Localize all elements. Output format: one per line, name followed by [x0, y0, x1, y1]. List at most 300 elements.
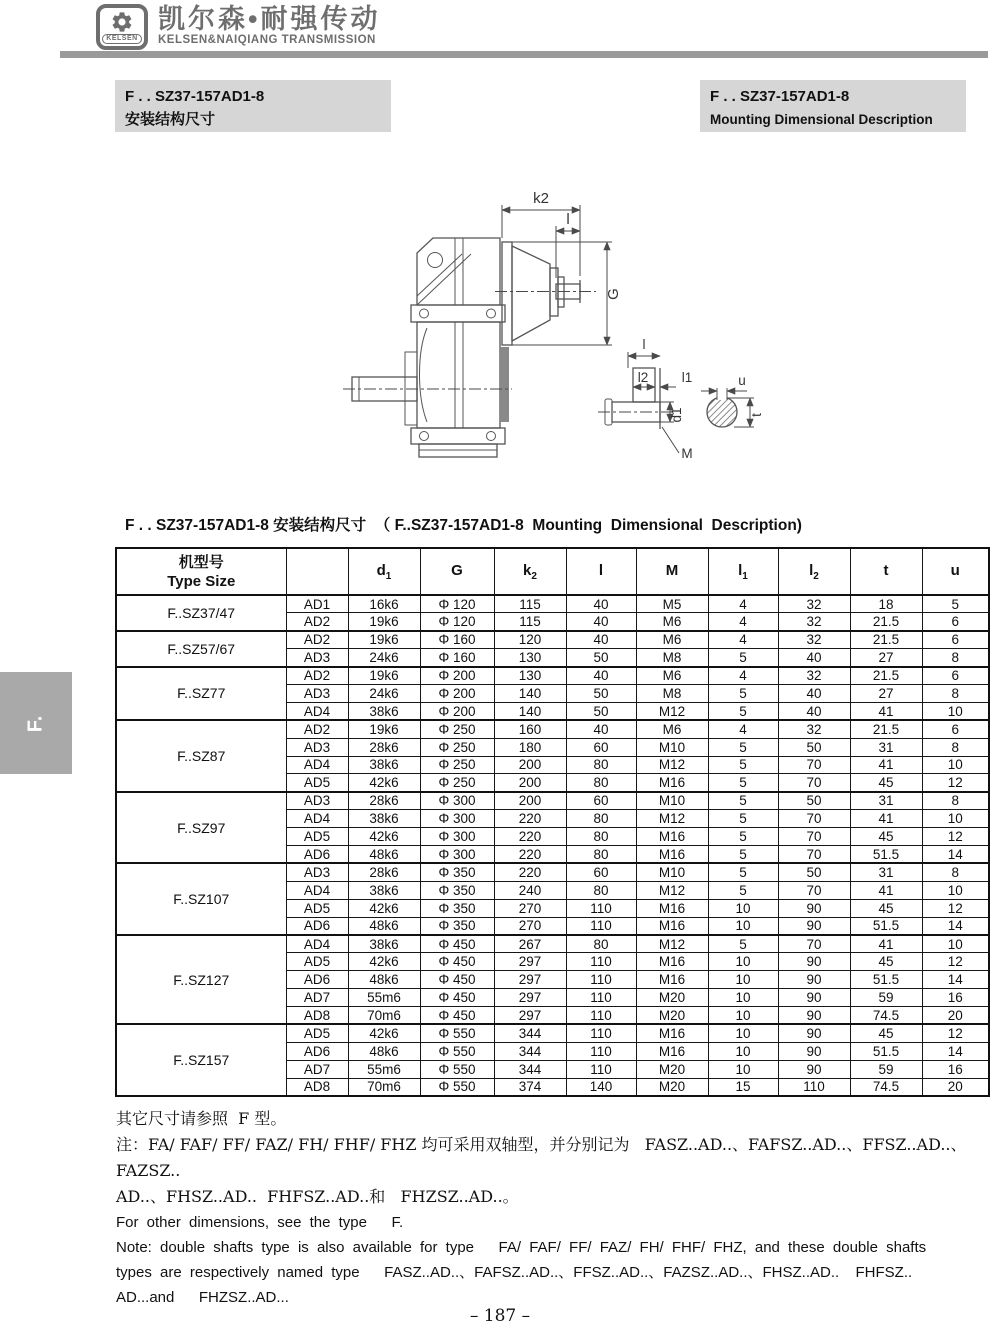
dimension-cell: 10	[708, 917, 778, 935]
brand-name-zh: 凯尔森•耐强传动	[158, 4, 381, 34]
type-size-cell: F..SZ107	[116, 863, 286, 935]
shaft-cross-section	[707, 397, 737, 427]
dimension-cell: 6	[922, 720, 989, 738]
dimension-cell: M16	[636, 828, 708, 846]
dimension-cell: 5	[922, 595, 989, 613]
dimension-cell: 220	[494, 845, 566, 863]
dimension-cell: 70m6	[348, 1006, 420, 1024]
dimension-cell: Φ 120	[420, 595, 494, 613]
dimension-cell: 4	[708, 631, 778, 649]
col-header-m: M	[636, 548, 708, 595]
dimension-cell: 5	[708, 828, 778, 846]
dimension-cell: 110	[566, 953, 636, 971]
dimension-cell: M10	[636, 792, 708, 810]
dimension-cell: 90	[778, 989, 850, 1007]
section-side-tab	[0, 672, 72, 774]
dimension-cell: AD2	[286, 613, 348, 631]
dimension-cell: 41	[850, 810, 922, 828]
dimension-cell: 6	[922, 613, 989, 631]
dimension-cell: Φ 200	[420, 667, 494, 685]
dimension-cell: 48k6	[348, 1042, 420, 1060]
dimension-cell: 5	[708, 684, 778, 702]
col-header-u: u	[922, 548, 989, 595]
dimension-cell: AD2	[286, 631, 348, 649]
dimension-cell: 110	[566, 917, 636, 935]
dimension-cell: Φ 350	[420, 863, 494, 881]
dim-label-u: u	[738, 373, 746, 388]
title-subtitle-en: Mounting Dimensional Description	[710, 112, 933, 127]
dimension-cell: 40	[566, 595, 636, 613]
dimension-cell: 115	[494, 595, 566, 613]
dimension-cell: Φ 450	[420, 935, 494, 953]
dimension-cell: 19k6	[348, 667, 420, 685]
table-row	[116, 863, 989, 881]
dimension-cell: 200	[494, 792, 566, 810]
dimension-cell: Φ 250	[420, 774, 494, 792]
dimension-cell: 45	[850, 774, 922, 792]
dimension-cell: 297	[494, 989, 566, 1007]
dimension-cell: AD3	[286, 863, 348, 881]
dimension-cell: 5	[708, 792, 778, 810]
dimension-cell: 140	[494, 702, 566, 720]
dimension-cell: 55m6	[348, 989, 420, 1007]
dimension-cell: M16	[636, 774, 708, 792]
dimension-cell: 80	[566, 881, 636, 899]
dimension-cell: 51.5	[850, 917, 922, 935]
dimension-cell: 41	[850, 756, 922, 774]
dimension-cell: 70m6	[348, 1078, 420, 1096]
dimension-cell: 12	[922, 1024, 989, 1042]
dimension-cell: 80	[566, 845, 636, 863]
dimension-cell: 24k6	[348, 684, 420, 702]
dimension-cell: 10	[708, 899, 778, 917]
dimension-cell: M6	[636, 631, 708, 649]
dimension-cell: 16	[922, 989, 989, 1007]
type-size-cell: F..SZ97	[116, 792, 286, 864]
dimension-cell: Φ 300	[420, 828, 494, 846]
dimension-cell: 42k6	[348, 774, 420, 792]
dimension-cell: Φ 550	[420, 1042, 494, 1060]
dimension-cell: 42k6	[348, 899, 420, 917]
dimension-cell: 270	[494, 917, 566, 935]
dimension-cell: 180	[494, 738, 566, 756]
dimension-cell: 10	[708, 953, 778, 971]
dimension-cell: AD2	[286, 667, 348, 685]
col-header-l: l	[566, 548, 636, 595]
dimension-cell: 70	[778, 845, 850, 863]
col-header-l2: $l_2$	[778, 548, 850, 595]
dimension-cell: 19k6	[348, 613, 420, 631]
dimension-cell: AD3	[286, 792, 348, 810]
dimension-cell: 59	[850, 989, 922, 1007]
dimension-cell: 50	[566, 702, 636, 720]
title-box-zh	[115, 80, 391, 132]
dimension-cell: 27	[850, 649, 922, 667]
dimension-cell: M16	[636, 971, 708, 989]
dimension-cell: Φ 300	[420, 810, 494, 828]
dimension-cell: M12	[636, 810, 708, 828]
dimension-cell: 40	[566, 667, 636, 685]
side-tab-label: F.	[24, 714, 47, 732]
dimension-cell: AD2	[286, 720, 348, 738]
dimension-cell: 70	[778, 935, 850, 953]
dimension-cell: 40	[566, 613, 636, 631]
housing-upper	[417, 238, 500, 305]
dimension-cell: 32	[778, 613, 850, 631]
dimension-cell: AD4	[286, 702, 348, 720]
dimension-cell: 297	[494, 971, 566, 989]
dimension-cell: 90	[778, 899, 850, 917]
dimension-cell: AD6	[286, 917, 348, 935]
dimension-cell: 115	[494, 613, 566, 631]
dimension-cell: 74.5	[850, 1078, 922, 1096]
dimension-cell: AD6	[286, 971, 348, 989]
dimension-cell: 20	[922, 1078, 989, 1096]
dimension-cell: AD3	[286, 684, 348, 702]
dimension-cell: M12	[636, 935, 708, 953]
dimension-cell: M6	[636, 720, 708, 738]
dimension-cell: AD3	[286, 649, 348, 667]
input-bell	[512, 246, 550, 341]
dimension-cell: 8	[922, 792, 989, 810]
dim-label-k2: k2	[533, 190, 549, 207]
dimension-cell: 16k6	[348, 595, 420, 613]
dimension-cell: 42k6	[348, 953, 420, 971]
dimension-cell: 10	[708, 1024, 778, 1042]
dim-label-m: M	[681, 446, 693, 461]
dimension-cell: 220	[494, 828, 566, 846]
dimension-cell: 160	[494, 720, 566, 738]
dimension-cell: Φ 450	[420, 1006, 494, 1024]
dimension-cell: 80	[566, 935, 636, 953]
dimension-cell: 5	[708, 810, 778, 828]
dimension-cell: 5	[708, 649, 778, 667]
dim-label-d1: d1	[669, 407, 684, 423]
dimension-cell: 344	[494, 1060, 566, 1078]
type-size-cell: F..SZ157	[116, 1024, 286, 1096]
dimension-cell: 374	[494, 1078, 566, 1096]
dimension-cell: 90	[778, 971, 850, 989]
dimension-cell: AD8	[286, 1006, 348, 1024]
dimension-cell: Φ 350	[420, 917, 494, 935]
dimension-cell: 110	[566, 1060, 636, 1078]
dimension-cell: 28k6	[348, 738, 420, 756]
dimension-cell: M12	[636, 702, 708, 720]
dimension-cell: 4	[708, 613, 778, 631]
dimension-cell: M6	[636, 613, 708, 631]
dimension-cell: AD5	[286, 899, 348, 917]
dimension-cell: Φ 550	[420, 1060, 494, 1078]
dimension-cell: 200	[494, 774, 566, 792]
dimension-cell: AD4	[286, 935, 348, 953]
table-header-row	[116, 548, 989, 595]
dimension-cell: 70	[778, 756, 850, 774]
col-header-t: t	[850, 548, 922, 595]
dimension-cell: 32	[778, 595, 850, 613]
dimension-cell: 270	[494, 899, 566, 917]
dimension-cell: 51.5	[850, 1042, 922, 1060]
type-size-cell: F..SZ57/67	[116, 631, 286, 667]
dimension-cell: M16	[636, 1024, 708, 1042]
gear-icon	[107, 10, 137, 34]
dimension-cell: 48k6	[348, 971, 420, 989]
dimension-cell: 40	[778, 684, 850, 702]
title-box-en	[700, 80, 966, 132]
dimension-cell: 40	[566, 720, 636, 738]
dimension-cell: Φ 300	[420, 792, 494, 810]
dimension-cell: 48k6	[348, 845, 420, 863]
table-row	[116, 792, 989, 810]
dimension-cell: 267	[494, 935, 566, 953]
dimension-cell: 31	[850, 738, 922, 756]
dimension-cell: 50	[566, 684, 636, 702]
model-code: F . . SZ37-157AD1-8	[125, 88, 265, 105]
table-row	[116, 631, 989, 649]
dimension-cell: 41	[850, 881, 922, 899]
dimension-cell: 12	[922, 899, 989, 917]
dimension-cell: 19k6	[348, 720, 420, 738]
note-zh-line: 注：FA/ FAF/ FF/ FAZ/ FH/ FHF/ FHZ 均可采用双轴型，并分别记为 FASZ..AD..、FAFSZ..AD..、FFSZ..AD..、FAZSZ..	[116, 1135, 967, 1180]
dimension-cell: 344	[494, 1042, 566, 1060]
dimension-cell: 140	[494, 684, 566, 702]
dimension-cell: 10	[922, 935, 989, 953]
dimension-cell: 45	[850, 899, 922, 917]
dimension-cell: Φ 300	[420, 845, 494, 863]
housing-lower	[417, 322, 500, 428]
note-en-line: For other dimensions, see the type F.	[116, 1214, 404, 1231]
dimension-cell: 5	[708, 935, 778, 953]
note-en-line: Note: double shafts type is also available for type FA/ FAF/ FF/ FAZ/ FH/ FHF/ FHZ, and these double shafts	[116, 1239, 927, 1256]
dimension-cell: 8	[922, 738, 989, 756]
dimension-cell: M16	[636, 899, 708, 917]
type-size-cell: F..SZ127	[116, 935, 286, 1024]
dimension-cell: 4	[708, 667, 778, 685]
footnotes	[116, 1106, 990, 1310]
dimension-cell: Φ 250	[420, 738, 494, 756]
dimension-cell: 42k6	[348, 828, 420, 846]
dimension-cell: 200	[494, 756, 566, 774]
dimension-cell: AD1	[286, 595, 348, 613]
dimension-cell: 344	[494, 1024, 566, 1042]
dimension-cell: Φ 450	[420, 989, 494, 1007]
dimension-cell: 90	[778, 917, 850, 935]
dimension-cell: 70	[778, 881, 850, 899]
dimension-cell: 80	[566, 756, 636, 774]
dimension-cell: 5	[708, 845, 778, 863]
table-row	[116, 1024, 989, 1042]
dimension-cell: 10	[922, 756, 989, 774]
dimension-cell: 90	[778, 1042, 850, 1060]
dimension-cell: 45	[850, 953, 922, 971]
note-en-line: types are respectively named type FASZ..AD..、FAFSZ..AD..、FFSZ..AD..、FAZSZ..AD..、FHSZ..AD.. FHFSZ..	[116, 1264, 913, 1281]
dimension-cell: 40	[566, 631, 636, 649]
dimension-cell: Φ 550	[420, 1078, 494, 1096]
dimension-cell: Φ 350	[420, 881, 494, 899]
note-en-line: AD...and FHZSZ..AD...	[116, 1289, 289, 1306]
dimension-cell: 4	[708, 595, 778, 613]
dimension-cell: AD7	[286, 1060, 348, 1078]
dimension-cell: 70	[778, 810, 850, 828]
dimension-cell: 12	[922, 774, 989, 792]
dimension-cell: M12	[636, 756, 708, 774]
dimension-cell: 15	[708, 1078, 778, 1096]
dimension-cell: Φ 160	[420, 649, 494, 667]
title-subtitle-zh: 安装结构尺寸	[125, 111, 216, 128]
note-zh-line: 其它尺寸请参照 F 型。	[116, 1109, 287, 1128]
col-header-d1: $d_1$	[348, 548, 420, 595]
dimension-cell: 21.5	[850, 667, 922, 685]
dimension-table	[115, 547, 990, 1097]
dimension-cell: 240	[494, 881, 566, 899]
dimension-cell: 32	[778, 720, 850, 738]
dimension-cell: 5	[708, 774, 778, 792]
dimension-cell: M5	[636, 595, 708, 613]
dimension-cell: Φ 200	[420, 702, 494, 720]
dimension-cell: AD7	[286, 989, 348, 1007]
dimension-cell: M20	[636, 1060, 708, 1078]
dimension-cell: M16	[636, 1042, 708, 1060]
dimension-cell: 80	[566, 828, 636, 846]
dimension-cell: 220	[494, 863, 566, 881]
dim-label-t: t	[749, 413, 764, 417]
dimension-cell: M20	[636, 1078, 708, 1096]
dimension-cell: 8	[922, 863, 989, 881]
dimension-cell: 70	[778, 774, 850, 792]
dimension-cell: 14	[922, 1042, 989, 1060]
dimension-cell: 90	[778, 953, 850, 971]
dimension-cell: M10	[636, 738, 708, 756]
dimension-cell: 10	[708, 1042, 778, 1060]
dimension-cell: M16	[636, 917, 708, 935]
brand-header	[96, 4, 380, 50]
table-row	[116, 595, 989, 613]
dimension-cell: 20	[922, 1006, 989, 1024]
dimension-cell: 42k6	[348, 1024, 420, 1042]
input-flange	[502, 242, 512, 345]
note-zh-line: AD..、FHSZ..AD.. FHFSZ..AD..和 FHZSZ..AD..。	[116, 1187, 519, 1206]
dim-label-g: G	[605, 288, 622, 300]
dimension-cell: 8	[922, 684, 989, 702]
dimension-cell: 51.5	[850, 971, 922, 989]
table-row	[116, 720, 989, 738]
dimension-cell: 38k6	[348, 881, 420, 899]
col-header-l1: $l_1$	[708, 548, 778, 595]
dimension-cell: 110	[566, 971, 636, 989]
dimension-cell: 10	[708, 989, 778, 1007]
dimension-cell: 19k6	[348, 631, 420, 649]
dimension-cell: M16	[636, 953, 708, 971]
dimension-cell: 12	[922, 828, 989, 846]
dimension-cell: 80	[566, 774, 636, 792]
dim-label-l-detail: l	[642, 337, 646, 352]
dimension-cell: AD5	[286, 828, 348, 846]
dimension-cell: M16	[636, 845, 708, 863]
dimension-cell: 60	[566, 738, 636, 756]
dimension-cell: 10	[708, 1060, 778, 1078]
table-row	[116, 935, 989, 953]
dimension-cell: AD4	[286, 881, 348, 899]
dimension-cell: 5	[708, 881, 778, 899]
col-header-ad	[286, 548, 348, 595]
dimension-cell: 90	[778, 1006, 850, 1024]
dimension-cell: 28k6	[348, 792, 420, 810]
dimension-cell: 14	[922, 845, 989, 863]
col-header-type-size: 机型号 Type Size	[116, 548, 286, 595]
dimension-cell: 59	[850, 1060, 922, 1078]
dimension-cell: 32	[778, 667, 850, 685]
kelsen-logo	[96, 4, 148, 50]
dimension-cell: 110	[566, 1006, 636, 1024]
dimension-cell: 130	[494, 667, 566, 685]
dimension-cell: 14	[922, 917, 989, 935]
dimension-cell: 297	[494, 953, 566, 971]
header-divider-bar	[60, 51, 988, 58]
dimension-cell: Φ 250	[420, 720, 494, 738]
dimension-cell: 70	[778, 828, 850, 846]
dimension-cell: AD5	[286, 1024, 348, 1042]
dimension-cell: 110	[566, 989, 636, 1007]
technical-drawing	[340, 178, 800, 478]
dimension-cell: 6	[922, 631, 989, 649]
dimension-cell: 38k6	[348, 702, 420, 720]
dimension-cell: 24k6	[348, 649, 420, 667]
dim-label-l1: l1	[681, 370, 693, 385]
dimension-cell: 14	[922, 971, 989, 989]
dimension-cell: Φ 160	[420, 631, 494, 649]
dimension-cell: M12	[636, 881, 708, 899]
dimension-cell: AD8	[286, 1078, 348, 1096]
dimension-cell: 297	[494, 1006, 566, 1024]
dimension-cell: 130	[494, 649, 566, 667]
dimension-cell: 40	[778, 702, 850, 720]
dimension-cell: 28k6	[348, 863, 420, 881]
dimension-cell: M10	[636, 863, 708, 881]
dimension-cell: 80	[566, 810, 636, 828]
dimension-cell: 50	[778, 738, 850, 756]
dimension-cell: AD5	[286, 774, 348, 792]
dimension-cell: 21.5	[850, 613, 922, 631]
dimension-cell: 140	[566, 1078, 636, 1096]
dimension-cell: Φ 550	[420, 1024, 494, 1042]
col-header-k2: $k_2$	[494, 548, 566, 595]
dimension-cell: Φ 450	[420, 953, 494, 971]
brand-name-en: KELSEN&NAIQIANG TRANSMISSION	[158, 34, 376, 46]
dimension-cell: 21.5	[850, 720, 922, 738]
dimension-cell: 38k6	[348, 810, 420, 828]
dimension-cell: 120	[494, 631, 566, 649]
dimension-cell: AD6	[286, 1042, 348, 1060]
dimension-cell: 4	[708, 720, 778, 738]
dimension-cell: 5	[708, 863, 778, 881]
dimension-cell: Φ 120	[420, 613, 494, 631]
dimension-cell: 38k6	[348, 935, 420, 953]
dimension-cell: 48k6	[348, 917, 420, 935]
dimension-cell: 55m6	[348, 1060, 420, 1078]
dimension-cell: 45	[850, 828, 922, 846]
dimension-cell: 10	[922, 810, 989, 828]
dimension-cell: 10	[708, 971, 778, 989]
dimension-cell: 6	[922, 667, 989, 685]
dimension-cell: M6	[636, 667, 708, 685]
dimension-cell: 60	[566, 792, 636, 810]
table-title: F . . SZ37-157AD1-8 安装结构尺寸 （ F..SZ37-157AD1-8 Mounting Dimensional Description)	[125, 517, 802, 534]
dimension-cell: 110	[566, 1042, 636, 1060]
dimension-cell: 10	[708, 1006, 778, 1024]
dimension-cell: 10	[922, 702, 989, 720]
dimension-cell: 90	[778, 1060, 850, 1078]
dimension-cell: 31	[850, 863, 922, 881]
dimension-cell: 74.5	[850, 1006, 922, 1024]
